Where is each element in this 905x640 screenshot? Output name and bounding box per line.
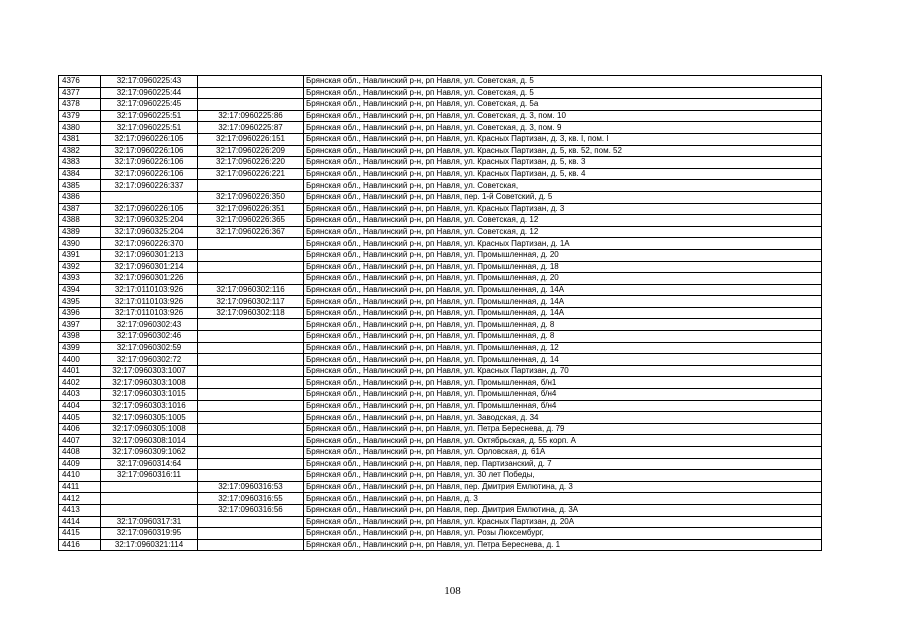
- object-number-cell: [198, 319, 304, 331]
- cadastral-number-cell: 32:17:0960317:31: [101, 516, 198, 528]
- row-number-cell: 4406: [59, 423, 101, 435]
- address-cell: Брянская обл., Навлинский р-н, рп Навля, ул. Промышленная, д. 18: [304, 261, 822, 273]
- cadastral-number-cell: [101, 481, 198, 493]
- cadastral-number-cell: 32:17:0960303:1016: [101, 400, 198, 412]
- row-number-cell: 4397: [59, 319, 101, 331]
- object-number-cell: [198, 470, 304, 482]
- address-cell: Брянская обл., Навлинский р-н, рп Навля, ул. Красных Партизан, д. 3: [304, 203, 822, 215]
- row-number-cell: 4410: [59, 470, 101, 482]
- object-number-cell: [198, 516, 304, 528]
- row-number-cell: 4378: [59, 99, 101, 111]
- object-number-cell: 32:17:0960226:220: [198, 157, 304, 169]
- cadastral-number-cell: 32:17:0960305:1005: [101, 412, 198, 424]
- table-row: [59, 238, 822, 250]
- row-number-cell: 4399: [59, 342, 101, 354]
- object-number-cell: [198, 76, 304, 88]
- object-number-cell: [198, 435, 304, 447]
- cadastral-number-cell: 32:17:0960303:1007: [101, 365, 198, 377]
- address-cell: Брянская обл., Навлинский р-н, рп Навля, ул. Промышленная, д. 20: [304, 249, 822, 261]
- address-cell: Брянская обл., Навлинский р-н, рп Навля, ул. Советская, д. 3, пом. 9: [304, 122, 822, 134]
- row-number-cell: 4409: [59, 458, 101, 470]
- address-cell: Брянская обл., Навлинский р-н, рп Навля, ул. Октябрьская, д. 55 корп. А: [304, 435, 822, 447]
- cadastral-number-cell: 32:17:0110103:926: [101, 296, 198, 308]
- object-number-cell: 32:17:0960302:118: [198, 307, 304, 319]
- table-row: [59, 365, 822, 377]
- address-cell: Брянская обл., Навлинский р-н, рп Навля, ул. Промышленная, б/н4: [304, 400, 822, 412]
- address-cell: Брянская обл., Навлинский р-н, рп Навля, ул. Промышленная, д. 12: [304, 342, 822, 354]
- object-number-cell: 32:17:0960225:87: [198, 122, 304, 134]
- table-row: [59, 249, 822, 261]
- table-row: [59, 447, 822, 459]
- cadastral-number-cell: 32:17:0960225:43: [101, 76, 198, 88]
- object-number-cell: [198, 99, 304, 111]
- object-number-cell: [198, 261, 304, 273]
- row-number-cell: 4408: [59, 447, 101, 459]
- cadastral-number-cell: 32:17:0960302:46: [101, 331, 198, 343]
- row-number-cell: 4377: [59, 87, 101, 99]
- table-row: [59, 342, 822, 354]
- cadastral-number-cell: 32:17:0960225:44: [101, 87, 198, 99]
- cadastral-number-cell: 32:17:0960303:1015: [101, 389, 198, 401]
- object-number-cell: 32:17:0960226:367: [198, 226, 304, 238]
- row-number-cell: 4388: [59, 215, 101, 227]
- cadastral-number-cell: 32:17:0110103:926: [101, 284, 198, 296]
- row-number-cell: 4382: [59, 145, 101, 157]
- address-cell: Брянская обл., Навлинский р-н, рп Навля, ул. Промышленная, б/н1: [304, 377, 822, 389]
- cadastral-number-cell: 32:17:0960325:204: [101, 215, 198, 227]
- table-row: [59, 389, 822, 401]
- row-number-cell: 4412: [59, 493, 101, 505]
- cadastral-number-cell: 32:17:0960302:43: [101, 319, 198, 331]
- object-number-cell: [198, 87, 304, 99]
- object-number-cell: [198, 273, 304, 285]
- row-number-cell: 4407: [59, 435, 101, 447]
- row-number-cell: 4383: [59, 157, 101, 169]
- table-row: [59, 261, 822, 273]
- cadastral-number-cell: 32:17:0960319:95: [101, 528, 198, 540]
- table-row: [59, 168, 822, 180]
- object-number-cell: 32:17:0960302:117: [198, 296, 304, 308]
- row-number-cell: 4386: [59, 191, 101, 203]
- table-row: [59, 122, 822, 134]
- cadastral-number-cell: 32:17:0960225:51: [101, 110, 198, 122]
- address-cell: Брянская обл., Навлинский р-н, рп Навля, пер. Дмитрия Емлютина, д. 3: [304, 481, 822, 493]
- object-number-cell: [198, 447, 304, 459]
- table-row: [59, 110, 822, 122]
- table-row: [59, 133, 822, 145]
- address-cell: Брянская обл., Навлинский р-н, рп Навля, д. 3: [304, 493, 822, 505]
- table-row: [59, 145, 822, 157]
- address-cell: Брянская обл., Навлинский р-н, рп Навля, ул. Советская, д. 5а: [304, 99, 822, 111]
- cadastral-number-cell: 32:17:0960226:105: [101, 203, 198, 215]
- table-row: [59, 226, 822, 238]
- row-number-cell: 4380: [59, 122, 101, 134]
- table-row: [59, 481, 822, 493]
- object-number-cell: [198, 238, 304, 250]
- cadastral-number-cell: 32:17:0960226:106: [101, 157, 198, 169]
- row-number-cell: 4414: [59, 516, 101, 528]
- address-cell: Брянская обл., Навлинский р-н, рп Навля, ул. Петра Береснева, д. 79: [304, 423, 822, 435]
- row-number-cell: 4394: [59, 284, 101, 296]
- address-cell: Брянская обл., Навлинский р-н, рп Навля, пер. 1-й Советский, д. 5: [304, 191, 822, 203]
- object-number-cell: [198, 249, 304, 261]
- table-row: [59, 493, 822, 505]
- cadastral-number-cell: 32:17:0110103:926: [101, 307, 198, 319]
- address-cell: Брянская обл., Навлинский р-н, рп Навля, ул. Орловская, д. 61А: [304, 447, 822, 459]
- row-number-cell: 4398: [59, 331, 101, 343]
- table-row: [59, 354, 822, 366]
- row-number-cell: 4413: [59, 504, 101, 516]
- table-row: [59, 273, 822, 285]
- object-number-cell: 32:17:0960316:55: [198, 493, 304, 505]
- object-number-cell: [198, 377, 304, 389]
- cadastral-number-cell: 32:17:0960301:213: [101, 249, 198, 261]
- row-number-cell: 4390: [59, 238, 101, 250]
- object-number-cell: 32:17:0960316:53: [198, 481, 304, 493]
- cadastral-number-cell: 32:17:0960303:1008: [101, 377, 198, 389]
- address-cell: Брянская обл., Навлинский р-н, рп Навля, ул. Советская, д. 5: [304, 76, 822, 88]
- row-number-cell: 4402: [59, 377, 101, 389]
- cadastral-number-cell: 32:17:0960302:72: [101, 354, 198, 366]
- cadastral-number-cell: 32:17:0960301:226: [101, 273, 198, 285]
- address-cell: Брянская обл., Навлинский р-н, рп Навля, ул. Советская, д. 3, пом. 10: [304, 110, 822, 122]
- object-number-cell: 32:17:0960316:56: [198, 504, 304, 516]
- object-number-cell: [198, 354, 304, 366]
- table-row: [59, 319, 822, 331]
- row-number-cell: 4387: [59, 203, 101, 215]
- cadastral-number-cell: 32:17:0960305:1008: [101, 423, 198, 435]
- address-cell: Брянская обл., Навлинский р-н, рп Навля, ул. 30 лет Победы,: [304, 470, 822, 482]
- address-cell: Брянская обл., Навлинский р-н, рп Навля, ул. Советская, д. 12: [304, 215, 822, 227]
- row-number-cell: 4401: [59, 365, 101, 377]
- address-cell: Брянская обл., Навлинский р-н, рп Навля, ул. Промышленная, д. 14: [304, 354, 822, 366]
- cadastral-number-cell: 32:17:0960225:51: [101, 122, 198, 134]
- table-row: [59, 99, 822, 111]
- object-number-cell: 32:17:0960302:116: [198, 284, 304, 296]
- table-row: [59, 539, 822, 551]
- row-number-cell: 4385: [59, 180, 101, 192]
- table-row: [59, 191, 822, 203]
- table-row: [59, 76, 822, 88]
- address-cell: Брянская обл., Навлинский р-н, рп Навля, ул. Промышленная, д. 14А: [304, 296, 822, 308]
- cadastral-number-cell: 32:17:0960308:1014: [101, 435, 198, 447]
- cadastral-number-cell: 32:17:0960226:106: [101, 168, 198, 180]
- row-number-cell: 4411: [59, 481, 101, 493]
- object-number-cell: [198, 389, 304, 401]
- address-cell: Брянская обл., Навлинский р-н, рп Навля, ул. Красных Партизан, д. 5, кв. 4: [304, 168, 822, 180]
- address-cell: Брянская обл., Навлинский р-н, рп Навля, ул. Промышленная, д. 8: [304, 331, 822, 343]
- cadastral-number-cell: 32:17:0960302:59: [101, 342, 198, 354]
- row-number-cell: 4416: [59, 539, 101, 551]
- row-number-cell: 4392: [59, 261, 101, 273]
- table-row: [59, 284, 822, 296]
- object-number-cell: 32:17:0960226:151: [198, 133, 304, 145]
- row-number-cell: 4376: [59, 76, 101, 88]
- page-number: 108: [444, 585, 461, 597]
- address-cell: Брянская обл., Навлинский р-н, рп Навля, ул. Красных Партизан, д. 1А: [304, 238, 822, 250]
- object-number-cell: [198, 400, 304, 412]
- object-number-cell: 32:17:0960226:221: [198, 168, 304, 180]
- object-number-cell: [198, 458, 304, 470]
- address-cell: Брянская обл., Навлинский р-н, рп Навля, ул. Красных Партизан, д. 20А: [304, 516, 822, 528]
- object-number-cell: 32:17:0960226:209: [198, 145, 304, 157]
- row-number-cell: 4415: [59, 528, 101, 540]
- address-cell: Брянская обл., Навлинский р-н, рп Навля, ул. Красных Партизан, д. 5, кв. 3: [304, 157, 822, 169]
- address-cell: Брянская обл., Навлинский р-н, рп Навля, ул. Красных Партизан, д. 5, кв. 52, пом. 52: [304, 145, 822, 157]
- table-row: [59, 296, 822, 308]
- table-row: [59, 215, 822, 227]
- table-row: [59, 423, 822, 435]
- table-row: [59, 400, 822, 412]
- address-cell: Брянская обл., Навлинский р-н, рп Навля, ул. Петра Береснева, д. 1: [304, 539, 822, 551]
- cadastral-number-cell: [101, 191, 198, 203]
- table-row: [59, 412, 822, 424]
- cadastral-number-cell: 32:17:0960321:114: [101, 539, 198, 551]
- address-cell: Брянская обл., Навлинский р-н, рп Навля, ул. Промышленная, д. 8: [304, 319, 822, 331]
- address-cell: Брянская обл., Навлинский р-н, рп Навля, ул. Советская, д. 5: [304, 87, 822, 99]
- cadastral-number-cell: [101, 504, 198, 516]
- cadastral-number-cell: 32:17:0960325:204: [101, 226, 198, 238]
- registry-table: [58, 75, 822, 551]
- table-row: [59, 203, 822, 215]
- object-number-cell: 32:17:0960226:365: [198, 215, 304, 227]
- address-cell: Брянская обл., Навлинский р-н, рп Навля, ул. Промышленная, д. 14А: [304, 307, 822, 319]
- table-row: [59, 504, 822, 516]
- address-cell: Брянская обл., Навлинский р-н, рп Навля, пер. Партизанский, д. 7: [304, 458, 822, 470]
- address-cell: Брянская обл., Навлинский р-н, рп Навля, ул. Промышленная, д. 20: [304, 273, 822, 285]
- row-number-cell: 4384: [59, 168, 101, 180]
- table-row: [59, 307, 822, 319]
- cadastral-number-cell: 32:17:0960225:45: [101, 99, 198, 111]
- registry-table-body: [59, 76, 822, 551]
- row-number-cell: 4395: [59, 296, 101, 308]
- object-number-cell: [198, 423, 304, 435]
- table-row: [59, 435, 822, 447]
- address-cell: Брянская обл., Навлинский р-н, рп Навля, пер. Дмитрия Емлютина, д. 3А: [304, 504, 822, 516]
- table-row: [59, 470, 822, 482]
- address-cell: Брянская обл., Навлинский р-н, рп Навля, ул. Розы Люксембург,: [304, 528, 822, 540]
- object-number-cell: 32:17:0960225:86: [198, 110, 304, 122]
- row-number-cell: 4393: [59, 273, 101, 285]
- address-cell: Брянская обл., Навлинский р-н, рп Навля, ул. Красных Партизан, д. 70: [304, 365, 822, 377]
- row-number-cell: 4404: [59, 400, 101, 412]
- address-cell: Брянская обл., Навлинский р-н, рп Навля, ул. Советская,: [304, 180, 822, 192]
- table-row: [59, 157, 822, 169]
- row-number-cell: 4403: [59, 389, 101, 401]
- row-number-cell: 4389: [59, 226, 101, 238]
- object-number-cell: [198, 528, 304, 540]
- object-number-cell: [198, 342, 304, 354]
- row-number-cell: 4391: [59, 249, 101, 261]
- row-number-cell: 4396: [59, 307, 101, 319]
- cadastral-number-cell: 32:17:0960309:1062: [101, 447, 198, 459]
- address-cell: Брянская обл., Навлинский р-н, рп Навля, ул. Промышленная, б/н4: [304, 389, 822, 401]
- cadastral-number-cell: 32:17:0960226:370: [101, 238, 198, 250]
- cadastral-number-cell: 32:17:0960226:337: [101, 180, 198, 192]
- address-cell: Брянская обл., Навлинский р-н, рп Навля, ул. Заводская, д. 34: [304, 412, 822, 424]
- object-number-cell: [198, 412, 304, 424]
- object-number-cell: 32:17:0960226:351: [198, 203, 304, 215]
- table-row: [59, 87, 822, 99]
- table-row: [59, 377, 822, 389]
- cadastral-number-cell: 32:17:0960226:105: [101, 133, 198, 145]
- table-row: [59, 331, 822, 343]
- cadastral-number-cell: 32:17:0960226:106: [101, 145, 198, 157]
- address-cell: Брянская обл., Навлинский р-н, рп Навля, ул. Промышленная, д. 14А: [304, 284, 822, 296]
- cadastral-number-cell: 32:17:0960314:64: [101, 458, 198, 470]
- address-cell: Брянская обл., Навлинский р-н, рп Навля, ул. Красных Партизан, д. 3, кв. I, пом. I: [304, 133, 822, 145]
- object-number-cell: [198, 331, 304, 343]
- row-number-cell: 4379: [59, 110, 101, 122]
- object-number-cell: [198, 365, 304, 377]
- row-number-cell: 4381: [59, 133, 101, 145]
- table-row: [59, 528, 822, 540]
- table-row: [59, 180, 822, 192]
- row-number-cell: 4400: [59, 354, 101, 366]
- object-number-cell: [198, 180, 304, 192]
- cadastral-number-cell: 32:17:0960301:214: [101, 261, 198, 273]
- cadastral-number-cell: 32:17:0960316:11: [101, 470, 198, 482]
- row-number-cell: 4405: [59, 412, 101, 424]
- table-row: [59, 458, 822, 470]
- object-number-cell: [198, 539, 304, 551]
- object-number-cell: 32:17:0960226:350: [198, 191, 304, 203]
- table-row: [59, 516, 822, 528]
- cadastral-number-cell: [101, 493, 198, 505]
- address-cell: Брянская обл., Навлинский р-н, рп Навля, ул. Советская, д. 12: [304, 226, 822, 238]
